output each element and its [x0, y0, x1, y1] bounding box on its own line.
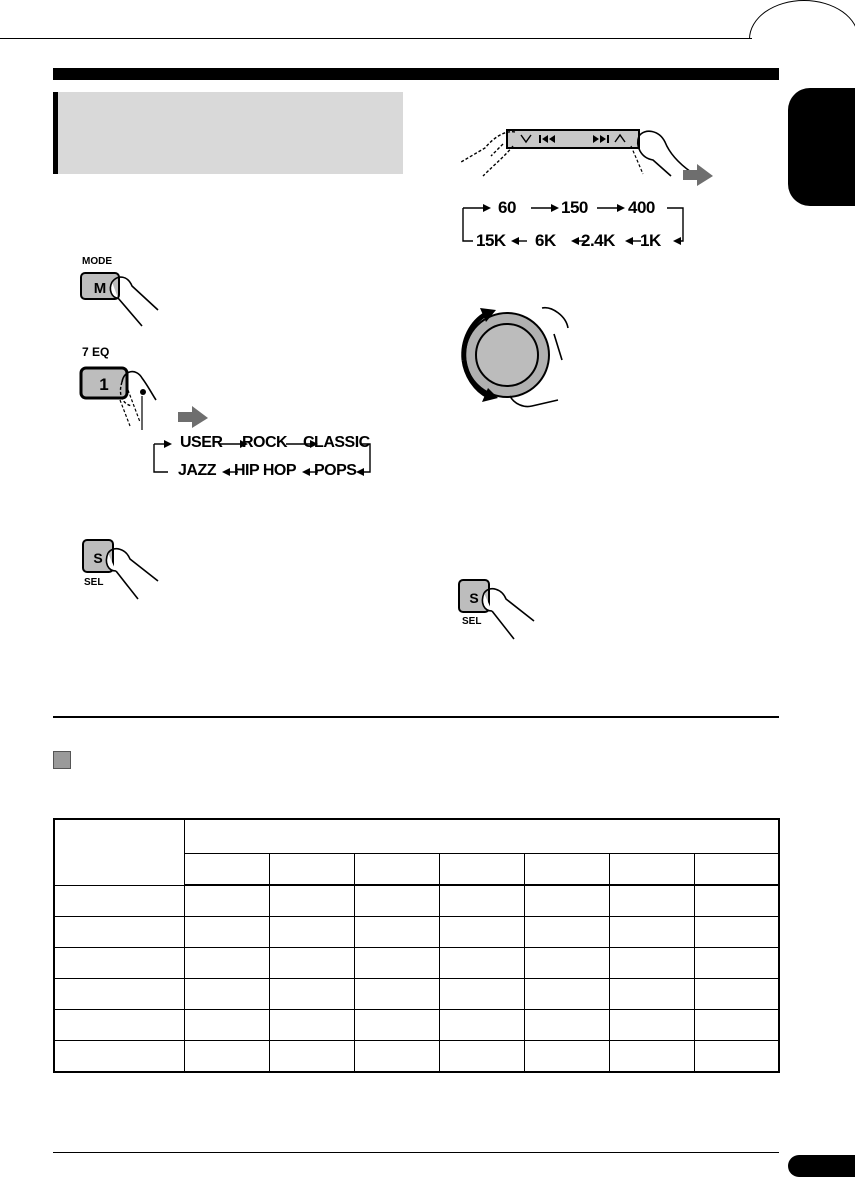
footer-rule — [53, 1152, 779, 1153]
sel-label-right: SEL — [462, 616, 482, 627]
table-header-cell — [184, 854, 269, 886]
preset-jazz: JAZZ — [178, 462, 216, 479]
table-row — [54, 948, 779, 979]
language-side-tab — [788, 88, 855, 206]
freq-2-4k: 2.4K — [581, 231, 615, 250]
eq-preset-table — [53, 818, 780, 1073]
sel-key-glyph-left: S — [93, 550, 103, 566]
table-header-span — [184, 819, 779, 854]
table-row — [54, 979, 779, 1010]
freq-400: 400 — [628, 198, 655, 217]
mode-label: MODE — [82, 256, 112, 267]
sel-button-illustration-right — [457, 575, 547, 645]
preset-user: USER — [180, 434, 223, 451]
table-header-cell — [354, 854, 439, 886]
freq-15k: 15K — [476, 231, 506, 250]
preset-hip-hop: HIP HOP — [234, 462, 296, 479]
freq-6k: 6K — [535, 231, 556, 250]
freq-150: 150 — [561, 198, 588, 217]
control-dial-illustration — [450, 300, 580, 420]
freq-60: 60 — [498, 198, 516, 217]
sel-button-illustration-left — [80, 535, 170, 605]
mode-key-glyph: M — [93, 280, 107, 297]
finger-icon — [484, 589, 534, 639]
right-finger-icon — [639, 131, 691, 172]
finger-icon — [108, 549, 158, 599]
table-header-cell — [524, 854, 609, 886]
sel-key-glyph-right: S — [469, 590, 479, 606]
eq-button-illustration — [70, 360, 220, 430]
mode-button-illustration — [70, 268, 170, 330]
freq-1k: 1K — [640, 231, 661, 250]
press-dot-icon — [140, 389, 146, 395]
table-header-cell — [609, 854, 694, 886]
table-header-corner — [54, 819, 184, 885]
table-row — [54, 885, 779, 917]
sel-label-left: SEL — [84, 577, 104, 588]
preset-classic: CLASSIC — [303, 434, 370, 451]
crop-mark-line — [0, 38, 752, 39]
table-header-cell — [694, 854, 779, 886]
table-row — [54, 917, 779, 948]
preset-rock: ROCK — [242, 434, 288, 451]
subsection-bullet — [53, 751, 71, 769]
frequency-rocker-illustration — [455, 112, 725, 192]
arrow-right-icon — [683, 164, 713, 186]
section-divider — [53, 716, 779, 718]
crop-mark-circle — [749, 0, 855, 78]
finger-bottom-icon — [510, 396, 558, 407]
rocker-switch — [507, 130, 639, 148]
preset-pops: POPS — [314, 462, 357, 479]
table-header-cell — [439, 854, 524, 886]
section-heading-box — [53, 92, 403, 174]
header-bar — [53, 68, 779, 80]
table-row — [54, 1010, 779, 1041]
table-header-cell — [269, 854, 354, 886]
arrow-right-icon — [178, 406, 208, 428]
control-dial-center — [476, 324, 538, 386]
page-number-tab — [788, 1155, 855, 1177]
eq-key-label: 7 EQ — [82, 345, 110, 359]
table-row — [54, 1041, 779, 1073]
eq-key-glyph: 1 — [99, 375, 109, 394]
